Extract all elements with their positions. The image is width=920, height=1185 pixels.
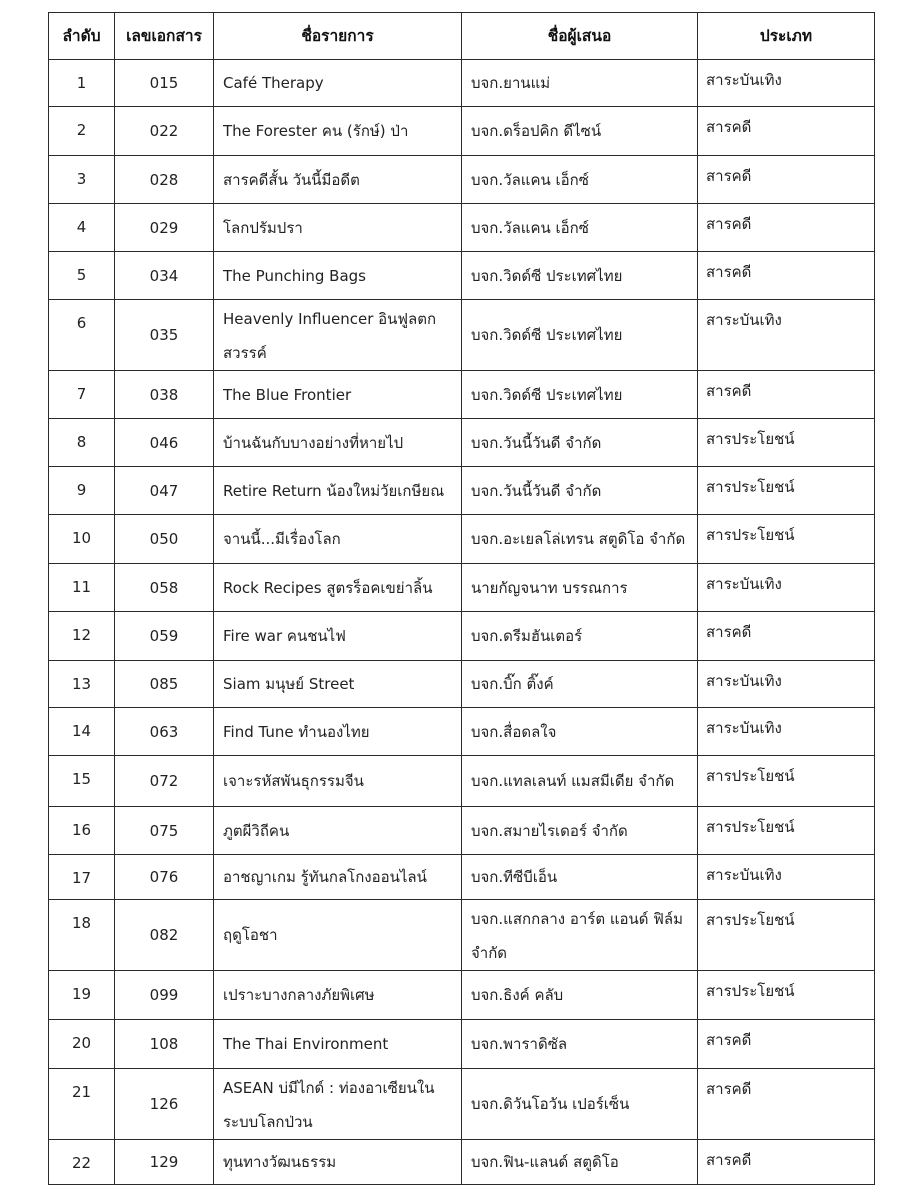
row-number: 16: [49, 807, 115, 855]
row-type: สาระบันเทิง: [698, 60, 875, 107]
row-type: สารคดี: [698, 107, 875, 156]
row-type: สารประโยชน์: [698, 419, 875, 467]
row-program-title: Fire war คนชนไฟ: [214, 612, 462, 661]
row-doc-number: 038: [115, 371, 214, 419]
row-program-title: อาชญาเกม รู้ทันกลโกงออนไลน์: [214, 855, 462, 900]
row-program-title: ฤดูโอชา: [214, 900, 462, 971]
row-number: 2: [49, 107, 115, 156]
row-type: สารประโยชน์: [698, 900, 875, 971]
row-type: สารคดี: [698, 1020, 875, 1069]
row-proposer: บจก.วันนี้วันดี จำกัด: [462, 467, 698, 515]
row-program-title: Rock Recipes สูตรร็อคเขย่าลิ้น: [214, 564, 462, 612]
row-number: 18: [49, 900, 115, 971]
row-number: 6: [49, 300, 115, 371]
row-doc-number: 022: [115, 107, 214, 156]
table-row: [49, 419, 875, 467]
table-row: [49, 708, 875, 756]
row-doc-number: 085: [115, 661, 214, 708]
table-row: [49, 807, 875, 855]
row-program-title: จานนี้...มีเรื่องโลก: [214, 515, 462, 564]
row-program-title: สารคดีสั้น วันนี้มีอดีต: [214, 156, 462, 204]
table-row: [49, 612, 875, 661]
row-proposer: บจก.อะเยลโล่เทรน สตูดิโอ จำกัด: [462, 515, 698, 564]
row-proposer: บจก.สมายไรเดอร์ จำกัด: [462, 807, 698, 855]
row-program-title: The Blue Frontier: [214, 371, 462, 419]
row-proposer: บจก.ฟิน-แลนด์ สตูดิโอ: [462, 1140, 698, 1185]
table-row: [49, 564, 875, 612]
row-program-title: ภูตผีวิถีคน: [214, 807, 462, 855]
row-type: สารคดี: [698, 1140, 875, 1185]
row-program-title: The Thai Environment: [214, 1020, 462, 1069]
table-row: [49, 1020, 875, 1069]
table-row: [49, 1140, 875, 1185]
row-doc-number: 050: [115, 515, 214, 564]
row-proposer: บจก.ดรีมฮันเตอร์: [462, 612, 698, 661]
row-program-title: ทุนทางวัฒนธรรม: [214, 1140, 462, 1185]
row-proposer: นายกัญจนาท บรรณการ: [462, 564, 698, 612]
row-proposer: บจก.แสกกลาง อาร์ต แอนด์ ฟิล์ม จำกัด: [462, 900, 698, 971]
table-row: [49, 467, 875, 515]
row-doc-number: 099: [115, 971, 214, 1020]
table-row: [49, 252, 875, 300]
header-no: ลำดับ: [49, 13, 115, 60]
row-number: 22: [49, 1140, 115, 1185]
row-number: 12: [49, 612, 115, 661]
row-program-title: เปราะบางกลางภัยพิเศษ: [214, 971, 462, 1020]
row-program-title: Retire Return น้องใหม่วัยเกษียณ: [214, 467, 462, 515]
table-body: [49, 60, 875, 1185]
row-proposer: บจก.วัลแคน เอ็กซ์: [462, 156, 698, 204]
table-row: [49, 156, 875, 204]
row-doc-number: 028: [115, 156, 214, 204]
row-proposer: บจก.วิดด์ซี ประเทศไทย: [462, 371, 698, 419]
row-program-title: ASEAN บ่มีไกด์ : ท่องอาเซียนใน ระบบโลกป่วน: [214, 1069, 462, 1140]
row-number: 3: [49, 156, 115, 204]
row-program-title: The Punching Bags: [214, 252, 462, 300]
row-proposer: บจก.บิ๊ก ติ๊งค์: [462, 661, 698, 708]
row-doc-number: 129: [115, 1140, 214, 1185]
table-row: [49, 515, 875, 564]
header-row: [49, 13, 875, 60]
row-number: 1: [49, 60, 115, 107]
row-proposer: บจก.ทีซีบีเอ็น: [462, 855, 698, 900]
program-list-table: [48, 12, 875, 1185]
table-header: [49, 13, 875, 60]
row-proposer: บจก.วิดด์ซี ประเทศไทย: [462, 300, 698, 371]
row-type: สารประโยชน์: [698, 756, 875, 807]
row-proposer: บจก.ดร็อปคิก ดีไซน์: [462, 107, 698, 156]
table-row: [49, 971, 875, 1020]
row-proposer: บจก.ดิวันโอวัน เปอร์เซ็น: [462, 1069, 698, 1140]
row-proposer: บจก.วิดด์ซี ประเทศไทย: [462, 252, 698, 300]
header-program-title: ชื่อรายการ: [214, 13, 462, 60]
row-proposer: บจก.ยานแม่: [462, 60, 698, 107]
row-number: 20: [49, 1020, 115, 1069]
row-type: สาระบันเทิง: [698, 855, 875, 900]
row-type: สารประโยชน์: [698, 971, 875, 1020]
row-program-title: เจาะรหัสพันธุกรรมจีน: [214, 756, 462, 807]
row-program-title: Find Tune ทำนองไทย: [214, 708, 462, 756]
row-program-title: บ้านฉันกับบางอย่างที่หายไป: [214, 419, 462, 467]
row-doc-number: 082: [115, 900, 214, 971]
table-row: [49, 756, 875, 807]
table-row: [49, 107, 875, 156]
row-program-title: Heavenly Influencer อินฟูลตก สวรรค์: [214, 300, 462, 371]
row-type: สารคดี: [698, 156, 875, 204]
row-number: 9: [49, 467, 115, 515]
row-doc-number: 075: [115, 807, 214, 855]
table-row: [49, 300, 875, 371]
row-number: 10: [49, 515, 115, 564]
row-number: 19: [49, 971, 115, 1020]
row-doc-number: 015: [115, 60, 214, 107]
table-row: [49, 371, 875, 419]
row-number: 5: [49, 252, 115, 300]
row-doc-number: 076: [115, 855, 214, 900]
row-type: สารประโยชน์: [698, 467, 875, 515]
row-proposer: บจก.วันนี้วันดี จำกัด: [462, 419, 698, 467]
row-doc-number: 047: [115, 467, 214, 515]
table-row: [49, 661, 875, 708]
table-row: [49, 855, 875, 900]
row-number: 4: [49, 204, 115, 252]
row-proposer: บจก.วัลแคน เอ็กซ์: [462, 204, 698, 252]
row-proposer: บจก.ธิงค์ คลับ: [462, 971, 698, 1020]
row-type: สาระบันเทิง: [698, 564, 875, 612]
row-doc-number: 059: [115, 612, 214, 661]
row-number: 13: [49, 661, 115, 708]
row-number: 15: [49, 756, 115, 807]
row-doc-number: 063: [115, 708, 214, 756]
row-type: สารคดี: [698, 612, 875, 661]
row-number: 21: [49, 1069, 115, 1140]
row-doc-number: 035: [115, 300, 214, 371]
row-doc-number: 034: [115, 252, 214, 300]
row-type: สารคดี: [698, 1069, 875, 1140]
table-row: [49, 900, 875, 971]
row-number: 8: [49, 419, 115, 467]
table-row: [49, 60, 875, 107]
row-program-title: The Forester คน (รักษ์) ป่า: [214, 107, 462, 156]
row-number: 11: [49, 564, 115, 612]
row-number: 14: [49, 708, 115, 756]
table-row: [49, 1069, 875, 1140]
row-type: สารคดี: [698, 371, 875, 419]
row-type: สาระบันเทิง: [698, 661, 875, 708]
table-row: [49, 204, 875, 252]
row-type: สาระบันเทิง: [698, 300, 875, 371]
row-type: สารประโยชน์: [698, 807, 875, 855]
row-program-title: Siam มนุษย์ Street: [214, 661, 462, 708]
row-type: สารคดี: [698, 252, 875, 300]
header-doc-number: เลขเอกสาร: [115, 13, 214, 60]
row-doc-number: 046: [115, 419, 214, 467]
row-type: สาระบันเทิง: [698, 708, 875, 756]
row-program-title: โลกปรัมปรา: [214, 204, 462, 252]
header-proposer: ชื่อผู้เสนอ: [462, 13, 698, 60]
row-proposer: บจก.แทลเลนท์ แมสมีเดีย จำกัด: [462, 756, 698, 807]
row-proposer: บจก.พาราดิซัล: [462, 1020, 698, 1069]
row-doc-number: 072: [115, 756, 214, 807]
row-type: สารประโยชน์: [698, 515, 875, 564]
row-proposer: บจก.สื่อดลใจ: [462, 708, 698, 756]
row-doc-number: 058: [115, 564, 214, 612]
row-doc-number: 108: [115, 1020, 214, 1069]
row-type: สารคดี: [698, 204, 875, 252]
header-type: ประเภท: [698, 13, 875, 60]
row-doc-number: 029: [115, 204, 214, 252]
row-program-title: Café Therapy: [214, 60, 462, 107]
row-doc-number: 126: [115, 1069, 214, 1140]
row-number: 7: [49, 371, 115, 419]
row-number: 17: [49, 855, 115, 900]
